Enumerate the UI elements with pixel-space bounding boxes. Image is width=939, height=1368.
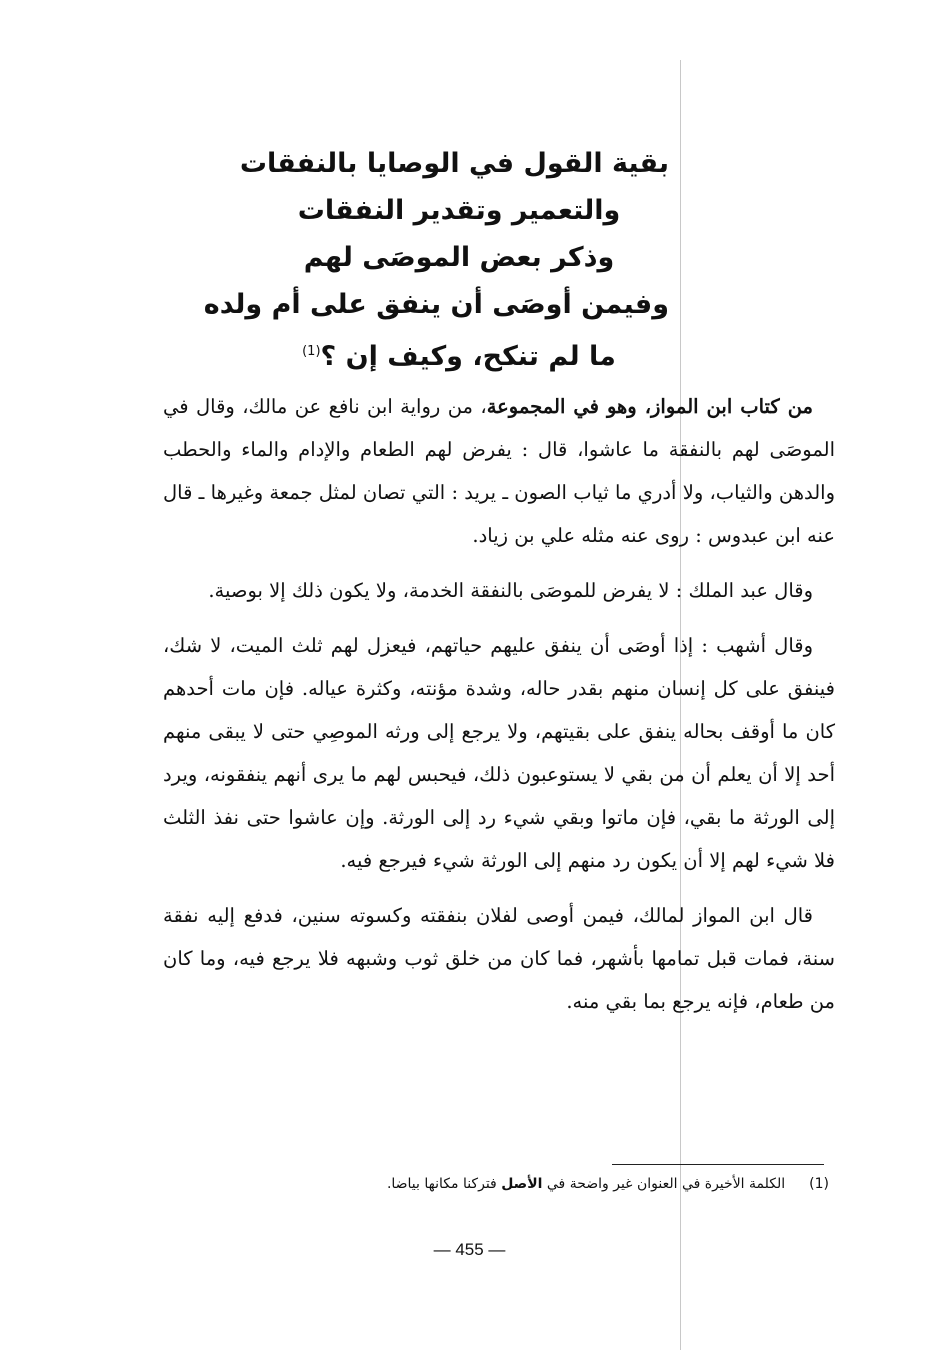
footnote-number: (1) bbox=[809, 1176, 829, 1192]
title-line-text: ما لم تنكح، وكيف إن ؟ bbox=[320, 341, 616, 372]
footnote-divider bbox=[612, 1164, 824, 1165]
title-line: والتعمير وتقدير النفقات bbox=[297, 195, 621, 226]
paragraph-text: ، من رواية ابن نافع عن مالك، وقال في الموصَى لهم بالنفقة ما عاشوا، قال : يفرض لهم الطعام والإدام والماء والحطب والدهن والثياب، ولا أدري ما ثياب الصون ـ يريد : التي تصان لمثل جمعة وغيرها ـ قال عنه ابن عبدوس : روى عنه مثله علي بن زياد. bbox=[163, 395, 835, 547]
paragraph-lead: من كتاب ابن المواز، وهو في bbox=[565, 395, 813, 418]
page-number: — 455 — bbox=[433, 1240, 506, 1259]
footnote-bold: الأصل bbox=[501, 1176, 543, 1192]
footnote-text-end: فتركنا مكانها بياضا. bbox=[386, 1176, 502, 1192]
paragraph bbox=[163, 385, 835, 557]
title-line: وفيمن أوصَى أن ينفق على أم ولده bbox=[203, 289, 669, 320]
footnote bbox=[387, 1176, 829, 1192]
book-name: المجموعة bbox=[486, 395, 566, 418]
footnote-reference: (1) bbox=[302, 344, 321, 359]
paragraph: وقال أشهب : إذا أوصَى أن ينفق عليهم حياتهم، فيعزل لهم ثلث الميت، لا شك، فينفق على كل إنسان منهم بقدر حاله، وشدة مؤنته، وكثرة عياله. فإن مات أحدهم كان ما أوقف بحاله ينفق على بقيتهم، ولا يرجع إلى ورثه الموصِي حتى لا يبقى منهم أحد إلا أن يعلم أن من بقي لا يستوعبون ذلك، فيحبس لهم ما يرى أنهم ينفقونه، ويرد إلى الورثة ما بقي، فإن ماتوا وبقي شيء رد إلى الورثة. وإن عاشوا حتى نفذ الثلث فلا شيء لهم إلا أن يكون رد منهم إلى الورثة شيء فيرجع فيه. bbox=[163, 634, 835, 872]
title-line: وذكر بعض الموصَى لهم bbox=[303, 242, 615, 273]
title-line: بقية القول في الوصايا بالنفقات bbox=[239, 148, 669, 179]
paragraph: وقال عبد الملك : لا يفرض للموصَى بالنفقة الخدمة، ولا يكون ذلك إلا بوصية. bbox=[208, 579, 813, 602]
footnote-text: الكلمة الأخيرة في العنوان غير واضحة في bbox=[542, 1176, 786, 1192]
title-line bbox=[249, 328, 669, 380]
chapter-title bbox=[203, 140, 669, 380]
main-text bbox=[163, 385, 835, 1035]
paragraph: قال ابن المواز لمالك، فيمن أوصى لفلان بنفقته وكسوته سنين، فدفع إليه نفقة سنة، فمات قبل تمامها بأشهر، فما كان من خلق ثوب وشبهه فلا يرجع فيه، وما كان من طعام، فإنه يرجع بما بقي منه. bbox=[163, 904, 835, 1013]
